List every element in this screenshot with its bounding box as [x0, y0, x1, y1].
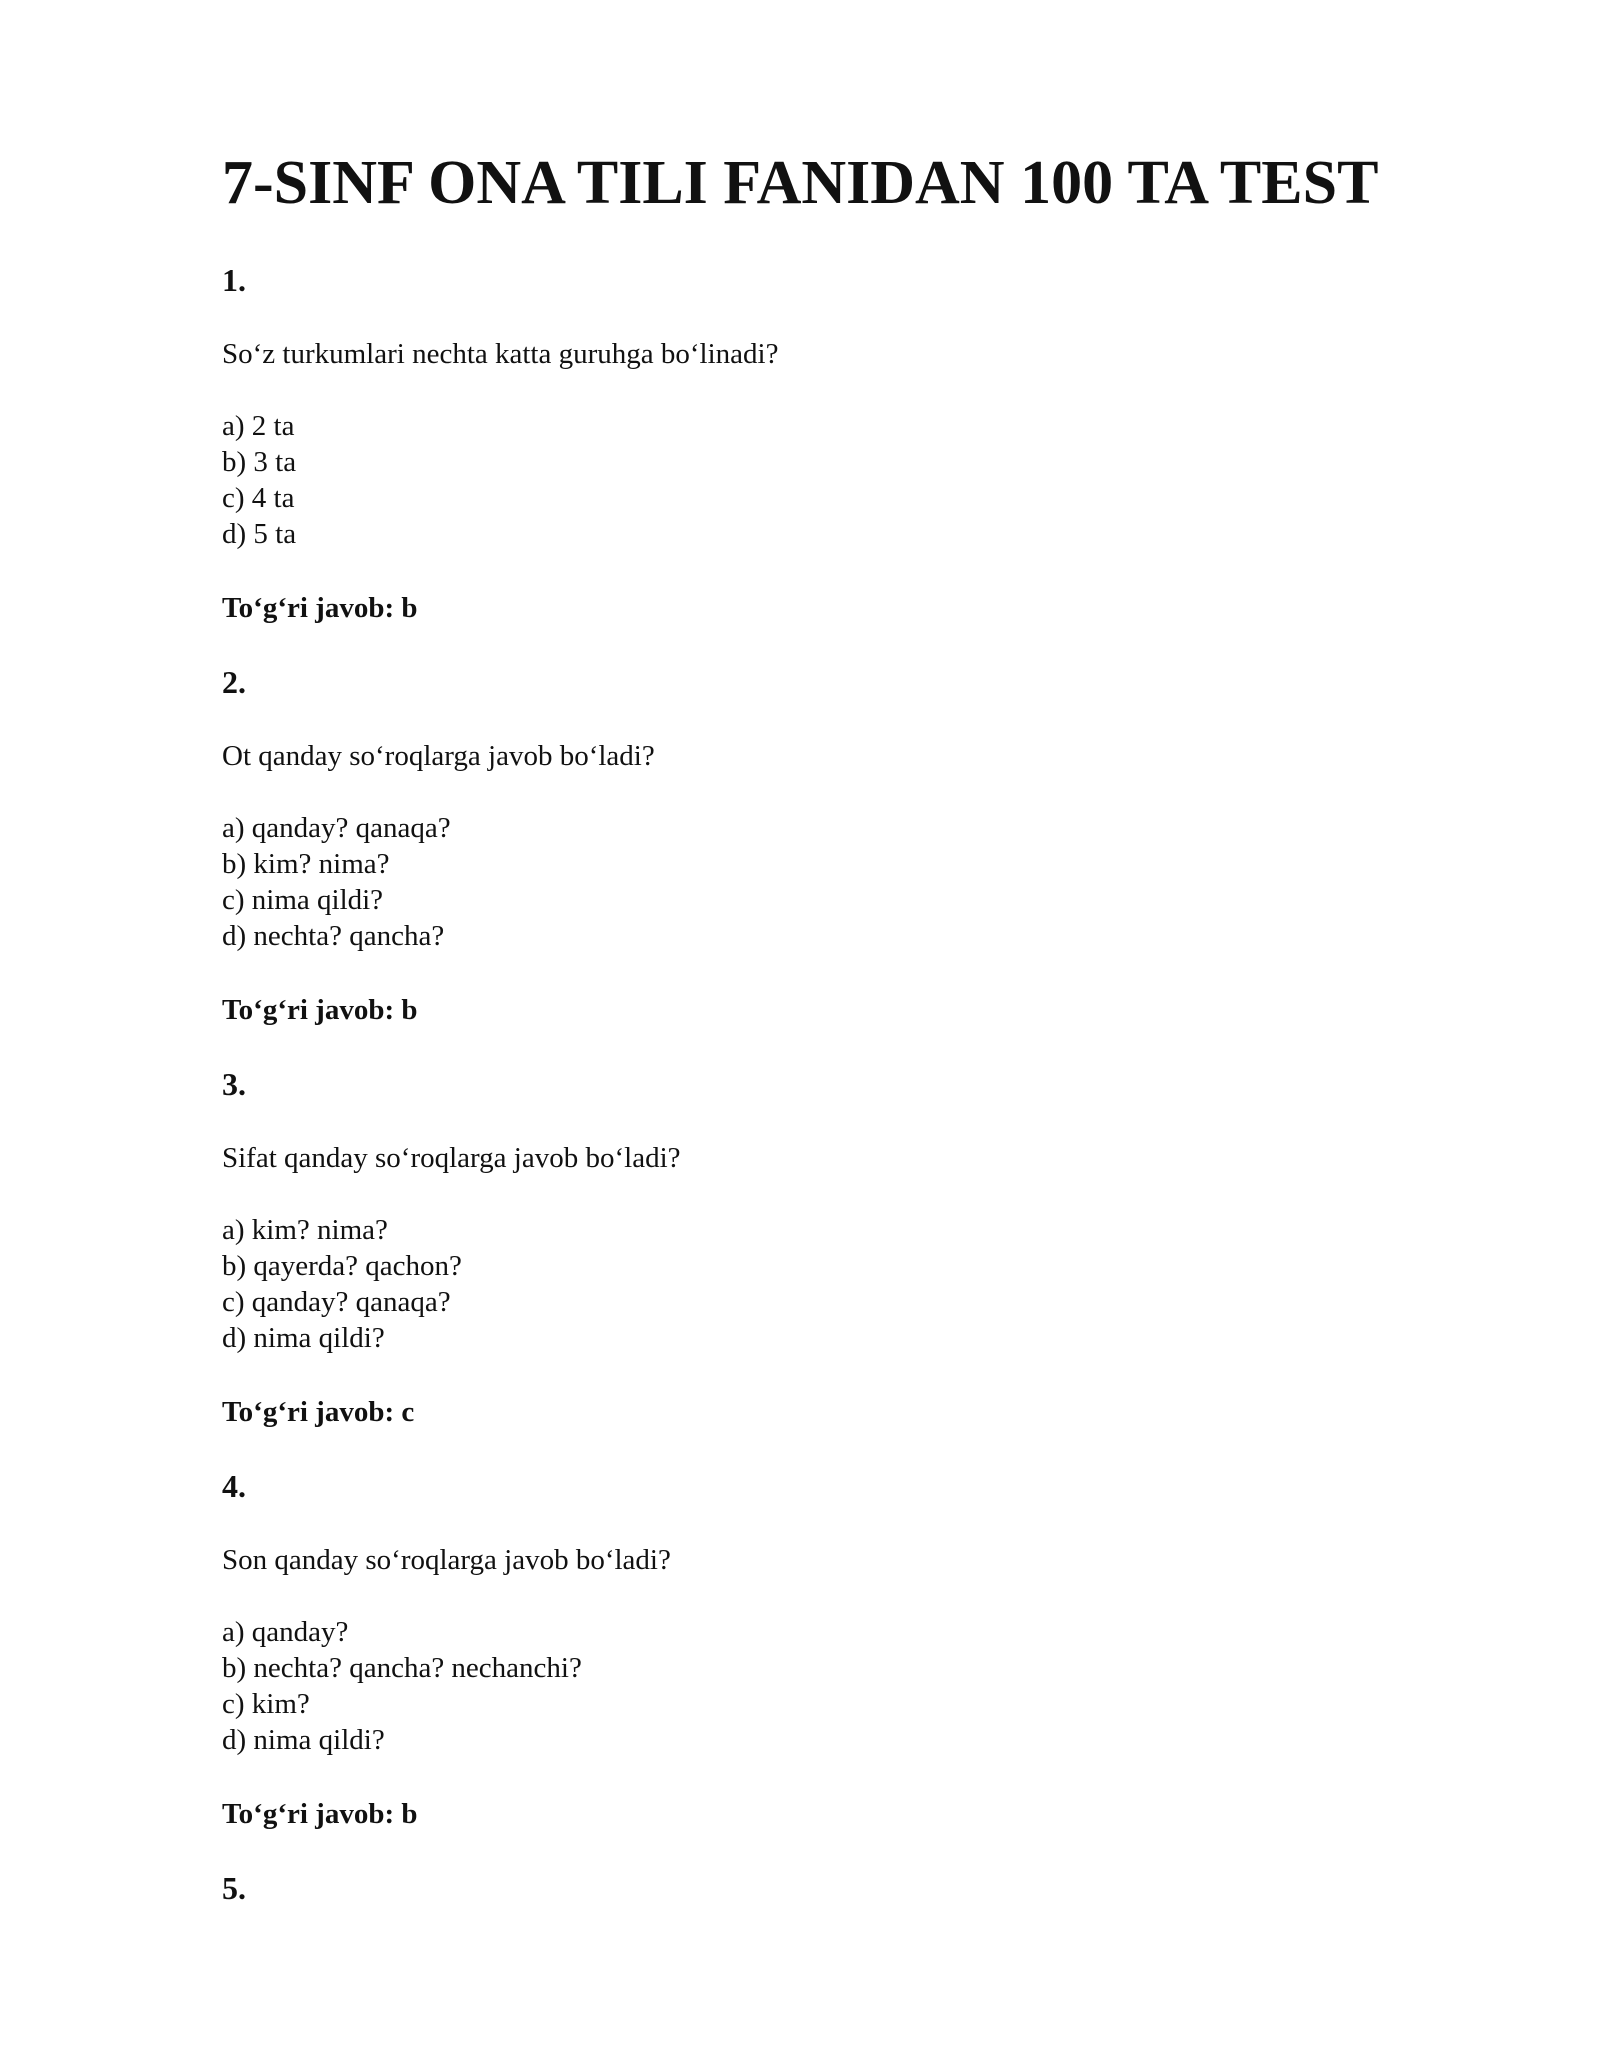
- correct-answer: To‘g‘ri javob: b: [222, 994, 418, 1026]
- options-list: [222, 408, 1422, 552]
- option-b: b) 3 ta: [222, 446, 297, 478]
- option-d: d) nima qildi?: [222, 1322, 385, 1354]
- correct-answer: To‘g‘ri javob: b: [222, 1798, 418, 1830]
- option-d: d) nima qildi?: [222, 1724, 385, 1756]
- option-a: a) 2 ta: [222, 410, 295, 442]
- question-text: Ot qanday so‘roqlarga javob bo‘ladi?: [222, 740, 655, 772]
- document-page: [222, 140, 1422, 1906]
- question-2: [222, 664, 1422, 1066]
- question-1: [222, 262, 1422, 664]
- question-number: 1.: [222, 262, 246, 298]
- question-3: [222, 1066, 1422, 1468]
- question-4: [222, 1468, 1422, 1870]
- option-c: c) kim?: [222, 1688, 310, 1720]
- option-a: a) qanday? qanaqa?: [222, 812, 451, 844]
- question-number: 5.: [222, 1870, 246, 1906]
- question-text: So‘z turkumlari nechta katta guruhga bo‘linadi?: [222, 338, 779, 370]
- option-b: b) nechta? qancha? nechanchi?: [222, 1652, 582, 1684]
- correct-answer: To‘g‘ri javob: c: [222, 1396, 415, 1428]
- options-list: [222, 1614, 1422, 1758]
- option-b: b) qayerda? qachon?: [222, 1250, 462, 1282]
- option-d: d) 5 ta: [222, 518, 297, 550]
- option-c: c) 4 ta: [222, 482, 295, 514]
- option-c: c) qanday? qanaqa?: [222, 1286, 451, 1318]
- question-number: 3.: [222, 1066, 246, 1102]
- question-number: 4.: [222, 1468, 246, 1504]
- option-a: a) qanday?: [222, 1616, 349, 1648]
- options-list: [222, 810, 1422, 954]
- question-5: [222, 1870, 1422, 1906]
- correct-answer: To‘g‘ri javob: b: [222, 592, 418, 624]
- option-c: c) nima qildi?: [222, 884, 384, 916]
- options-list: [222, 1212, 1422, 1356]
- question-text: Son qanday so‘roqlarga javob bo‘ladi?: [222, 1544, 671, 1576]
- question-number: 2.: [222, 664, 246, 700]
- option-d: d) nechta? qancha?: [222, 920, 445, 952]
- document-title: 7-SINF ONA TILI FANIDAN 100 TA TEST: [222, 149, 1379, 217]
- option-b: b) kim? nima?: [222, 848, 390, 880]
- option-a: a) kim? nima?: [222, 1214, 388, 1246]
- question-text: Sifat qanday so‘roqlarga javob bo‘ladi?: [222, 1142, 681, 1174]
